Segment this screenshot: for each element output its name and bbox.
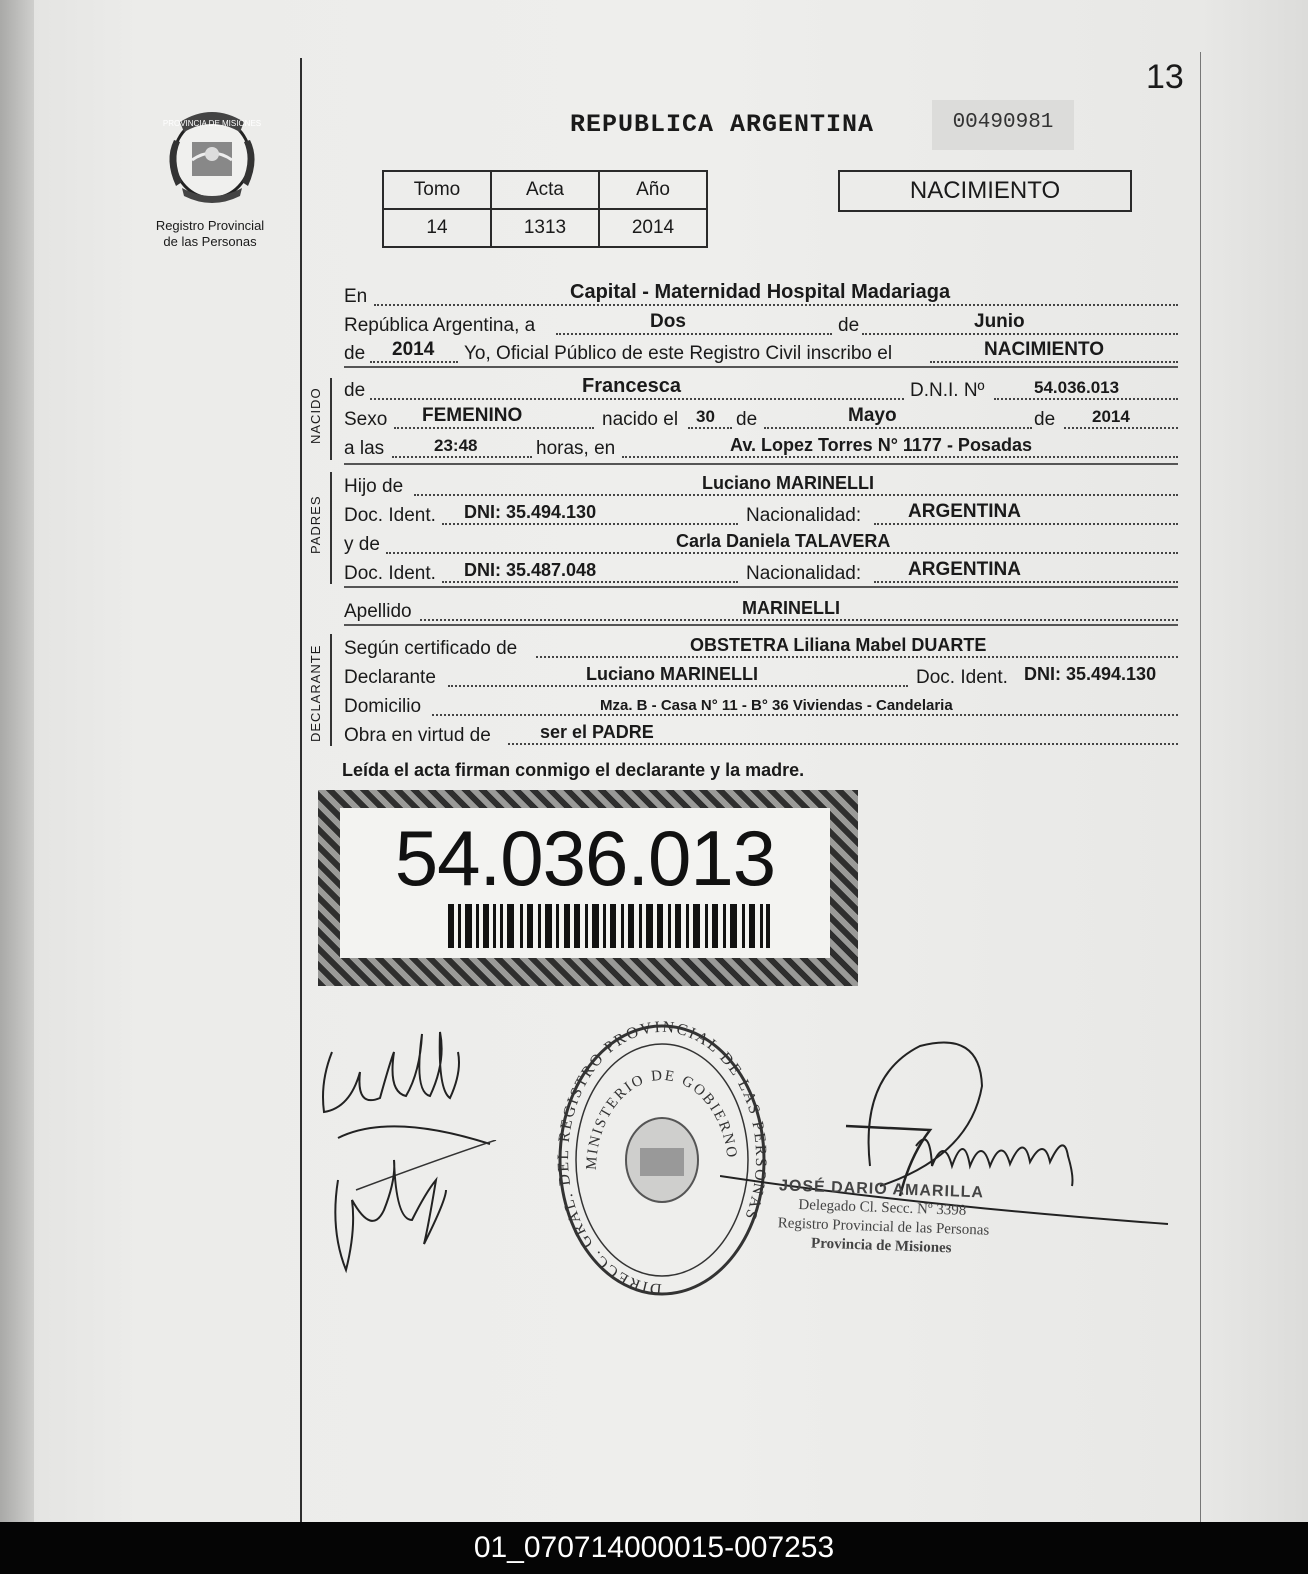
row-hora-lugar [344,432,1178,458]
value-nombre: Francesca [582,375,681,397]
label-nacido-el: nacido el [602,409,679,430]
seal-outer-text: DIRECC. GRAL. DEL REGISTRO PROVINCIAL DE LAS PERSONAS [554,1020,770,1298]
label-doc-ident-madre: Doc. Ident. [344,563,436,584]
official-province: Provincia de Misiones [810,1235,952,1257]
value-apellido: MARINELLI [742,598,840,618]
value-madre-nac: ARGENTINA [908,559,1021,580]
label-dni: D.N.I. Nº [910,380,985,401]
section-divider [344,366,1178,368]
right-margin-line [1200,52,1201,1522]
official-agency: Registro Provincial de las Personas [777,1215,990,1239]
row-inscripcion [344,337,1178,363]
header-tomo: Tomo [383,171,491,209]
agency-line-2: de las Personas [163,234,257,249]
value-padre-dni: DNI: 35.494.130 [464,502,597,522]
row-padre [344,470,1178,496]
section-divider [344,624,1178,626]
label-y-de: y de [344,534,380,555]
provincial-coat-of-arms-icon [160,100,264,210]
label-inscribo: Yo, Oficial Público de este Registro Civil inscribo el [464,343,893,364]
dni-label-number: 54.036.013 [394,814,776,902]
logo-lettering: PROVINCIA DE MISIONES [162,119,262,128]
label-certificado: Según certificado de [344,638,518,659]
row-madre-doc [344,557,1178,583]
side-label-padres: PADRES [308,495,323,554]
official-role: Delegado Cl. Secc. Nº 3398 [798,1197,967,1219]
agency-caption [140,218,280,250]
declarante-bracket [330,634,332,746]
value-madre-dni: DNI: 35.487.048 [464,560,597,580]
label-de-anio: de [344,343,366,364]
section-divider [344,586,1178,588]
label-apellido: Apellido [344,601,412,622]
value-tomo: 14 [383,209,491,247]
row-obra-en-virtud [344,719,1178,745]
value-acto: NACIMIENTO [984,339,1104,360]
value-mes: Junio [974,311,1025,332]
value-madre: Carla Daniela TALAVERA [676,531,891,551]
record-table-values [383,209,707,247]
value-nac-dia: 30 [696,407,715,426]
record-table [382,170,708,248]
value-sexo: FEMENINO [422,405,523,426]
value-padre-nac: ARGENTINA [908,501,1021,522]
padres-bracket [330,472,332,584]
value-obra: ser el PADRE [540,722,654,742]
row-sexo-fecha [344,403,1178,429]
row-certificado [344,632,1178,658]
agency-line-1: Registro Provincial [155,218,265,233]
row-lugar-acta [344,280,1178,306]
section-divider [344,463,1178,465]
label-en: En [344,286,368,307]
seal-inner-text: MINISTERIO DE GOBIERNO [583,1067,740,1171]
dni-label-inner [340,808,830,958]
official-name: JOSÉ DARIO AMARILLA [778,1177,985,1202]
header-acta: Acta [491,171,599,209]
row-fecha-acta [344,309,1178,335]
value-domicilio: Mza. B - Casa N° 11 - B° 36 Viviendas - Candelaria [600,697,953,714]
scan-footer-code: 01_070714000015-007253 [0,1522,1308,1574]
label-domicilio: Domicilio [344,696,422,717]
value-certificado: OBSTETRA Liliana Mabel DUARTE [690,635,987,655]
value-padre: Luciano MARINELLI [702,473,874,493]
label-de-mes: de [736,409,758,430]
barcode-icon [448,904,770,948]
value-lugar: Av. Lopez Torres N° 1177 - Posadas [730,435,1032,455]
value-declarante-dni: DNI: 35.494.130 [1024,664,1157,684]
row-declarante [344,661,1178,687]
row-madre [344,528,1178,554]
label-a-las: a las [344,438,385,459]
value-hora: 23:48 [434,436,478,455]
side-label-nacido: NACIDO [308,387,323,444]
label-nombre: de [344,380,366,401]
label-nacionalidad-madre: Nacionalidad: [746,563,862,584]
official-stamp [777,1176,991,1259]
row-domicilio [344,690,1178,716]
row-padre-doc [344,499,1178,525]
label-de-anio-nac: de [1034,409,1056,430]
value-anio: 2014 [599,209,707,247]
serial-number: 00490981 [932,100,1074,150]
closing-statement: Leída el acta firman conmigo el declarante y la madre. [342,760,805,780]
row-apellido [344,595,1178,621]
label-doc-ident: Doc. Ident. [344,505,436,526]
value-anio: 2014 [392,339,435,360]
label-declarante-doc: Doc. Ident. [916,667,1008,688]
value-dni: 54.036.013 [1034,378,1120,397]
label-nacionalidad: Nacionalidad: [746,505,862,526]
label-de: de [838,315,860,336]
row-nombre [344,374,1178,400]
value-acta: 1313 [491,209,599,247]
dotted-line [764,425,1032,429]
dni-label-sticker [318,790,858,986]
label-sexo: Sexo [344,409,388,430]
page-number: 13 [1146,58,1184,96]
value-declarante: Luciano MARINELLI [586,664,758,684]
label-hijo-de: Hijo de [344,476,404,497]
document-type-box: NACIMIENTO [838,170,1132,212]
value-en: Capital - Maternidad Hospital Madariaga [570,281,951,303]
label-horas-en: horas, en [536,438,616,459]
mother-signature [316,1140,516,1280]
record-table-header [383,171,707,209]
header-anio: Año [599,171,707,209]
binding-spine [0,0,34,1522]
value-nac-anio: 2014 [1092,407,1130,426]
label-republica: República Argentina, a [344,315,536,336]
side-label-declarante: DECLARANTE [308,644,323,742]
value-nac-mes: Mayo [848,405,897,426]
value-dia: Dos [650,311,686,332]
label-obra: Obra en virtud de [344,725,491,746]
dotted-line [556,331,832,335]
label-declarante: Declarante [344,667,436,688]
document-title: REPUBLICA ARGENTINA [570,110,875,139]
nacido-bracket [330,378,332,460]
left-margin-line [300,58,302,1522]
